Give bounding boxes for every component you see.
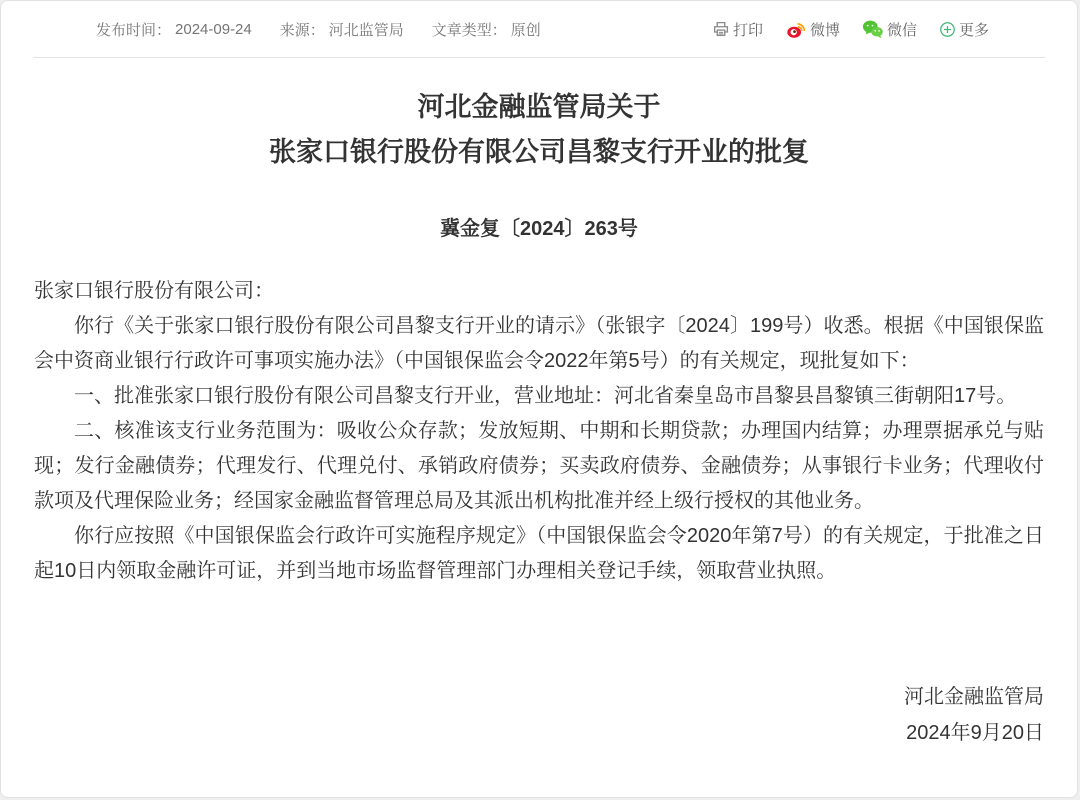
wechat-label: 微信 xyxy=(886,21,917,39)
article-type xyxy=(432,19,541,40)
article-type-value: 原创 xyxy=(510,21,541,39)
paragraph-1: 你行《关于张家口银行股份有限公司昌黎支行开业的请示》（张银字〔2024〕199号）收悉。根据《中国银保监会中资商业银行行政许可事项实施办法》（中国银保监会令2022年第5号）的有关规定，现批复如下： xyxy=(34,315,1044,372)
meta-info xyxy=(96,19,569,40)
wechat-icon xyxy=(862,18,884,40)
signature-block xyxy=(34,679,1044,751)
paragraph-3: 二、核准该支行业务范围为：吸收公众存款；发放短期、中期和长期贷款；办理国内结算；办理票据承兑与贴现；发行金融债券；代理发行、代理兑付、承销政府债券；买卖政府债券、金融债券；从事银行卡业务；代理收付款项及代理保险业务；经国家金融监督管理总局及其派出机构批准并经上级行授权的其他业务。 xyxy=(34,420,1044,512)
paragraph-4: 你行应按照《中国银保监会行政许可实施程序规定》（中国银保监会令2020年第7号）的有关规定，于批准之日起10日内领取金融许可证，并到当地市场监督管理部门办理相关登记手续，领取营业执照。 xyxy=(34,525,1044,582)
meta-bar xyxy=(1,1,1077,57)
signature-name: 河北金融监管局 xyxy=(904,686,1044,708)
publish-time-label: 发布时间： xyxy=(96,21,172,39)
publish-time xyxy=(96,19,252,40)
printer-icon xyxy=(712,20,730,38)
document-number: 冀金复〔2024〕263号 xyxy=(440,218,638,240)
title-line-1: 河北金融监管局关于 xyxy=(417,92,661,122)
weibo-share-button[interactable] xyxy=(785,18,840,40)
article-type-label: 文章类型： xyxy=(431,21,507,39)
publish-time-value: 2024-09-24 xyxy=(175,20,252,38)
divider xyxy=(33,57,1045,58)
paragraph-2: 一、批准张家口银行股份有限公司昌黎支行开业，营业地址：河北省秦皇岛市昌黎县昌黎镇三街朝阳17号。 xyxy=(74,385,1017,407)
weibo-icon xyxy=(785,18,807,40)
source xyxy=(280,19,404,40)
weibo-label: 微博 xyxy=(809,21,840,39)
source-label: 来源： xyxy=(279,21,325,39)
print-label: 打印 xyxy=(732,21,763,39)
signature-date: 2024年9月20日 xyxy=(906,722,1044,744)
salutation: 张家口银行股份有限公司： xyxy=(34,280,274,302)
source-value: 河北监管局 xyxy=(328,21,404,39)
wechat-share-button[interactable] xyxy=(862,18,917,40)
more-label: 更多 xyxy=(958,21,989,39)
document-body xyxy=(34,274,1044,589)
document-content xyxy=(1,85,1077,751)
plus-circle-icon xyxy=(939,21,956,38)
page-title xyxy=(34,85,1044,175)
share-toolbar xyxy=(690,18,989,40)
more-share-button[interactable] xyxy=(939,19,989,40)
print-button[interactable] xyxy=(712,19,763,40)
title-line-2: 张家口银行股份有限公司昌黎支行开业的批复 xyxy=(269,137,809,167)
